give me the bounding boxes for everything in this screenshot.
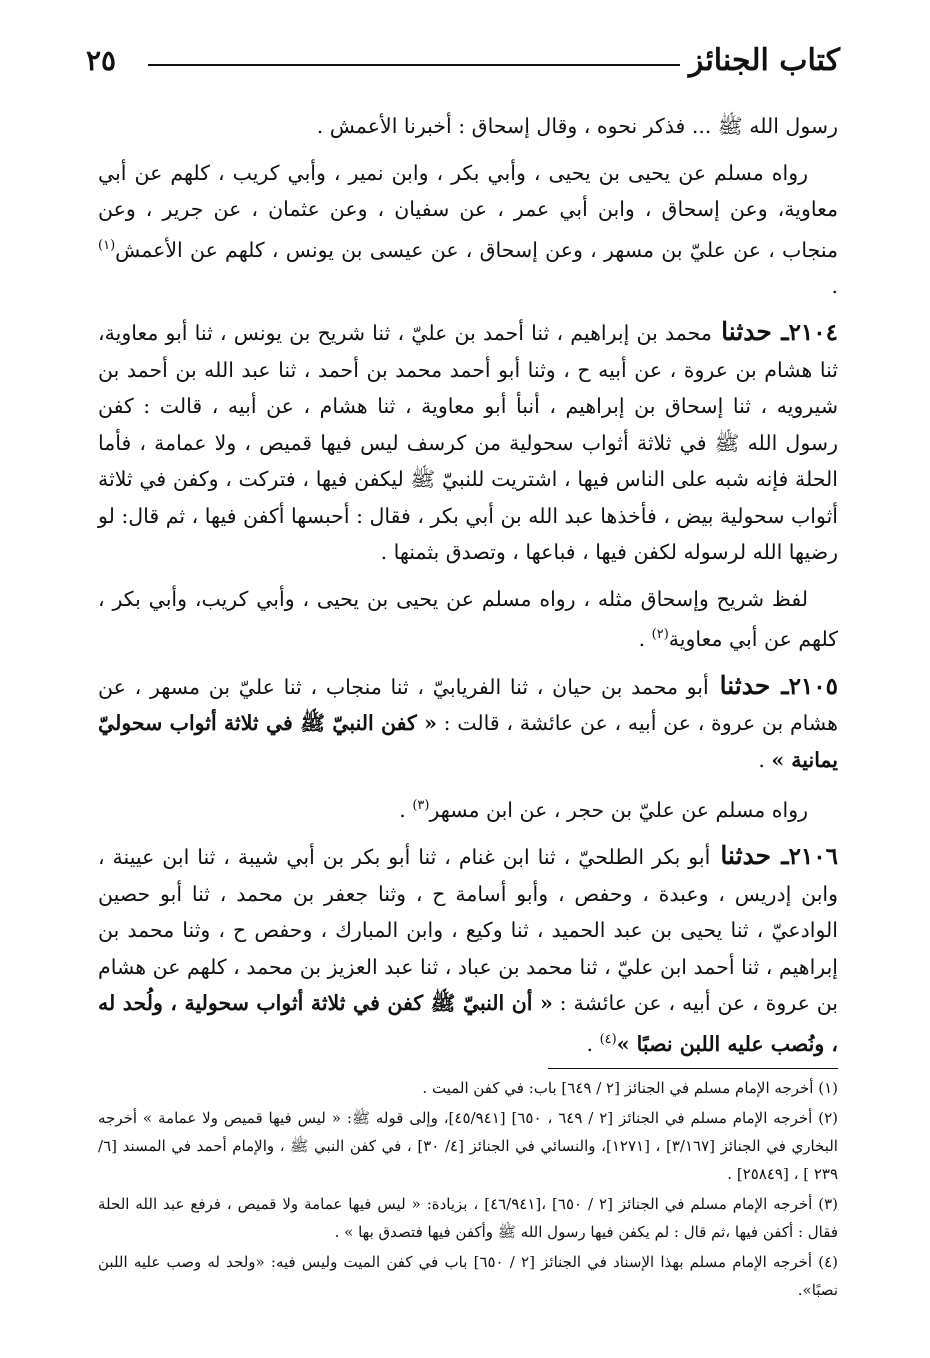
- hadith-2106: [98, 838, 838, 1062]
- paragraph-takhrij-1: [98, 155, 838, 305]
- hadith-2104: [98, 314, 838, 571]
- paragraph-end: .: [638, 627, 652, 652]
- hadith-number: ٢١٠٦: [788, 843, 838, 871]
- paragraph-text: رواه مسلم عن عليّ بن حجر ، عن ابن مسهر: [429, 797, 808, 822]
- paragraph-end: .: [399, 797, 413, 822]
- haddathana-label: ـ حدثنا: [711, 317, 789, 347]
- footnote-ref: (٣): [412, 798, 430, 814]
- haddathana-label: ـ حدثنا: [708, 670, 789, 700]
- footnote-ref: (٤): [599, 1031, 617, 1047]
- footnote: (٤) أخرجه الإمام مسلم بهذا الإسناد في الجنائز [٢ / ٦٥٠] باب في كفن الميت وليس فيه: «ولحد له وصب عليه اللبن نصبًا».: [98, 1253, 838, 1299]
- footnote-ref: (٢): [651, 627, 669, 643]
- hadith-2105: [98, 668, 838, 779]
- paragraph-continuation: رسول الله ﷺ ... فذكر نحوه ، وقال إسحاق : أخبرنا الأعمش .: [316, 114, 838, 138]
- footnote: (٢) أخرجه الإمام مسلم في الجنائز [٢ / ٦٤٩ ، ٦٥٠] [٤٥/٩٤١]، وإلى قوله ﷺ: « ليس فيها قميص ولا عمامة » أخرجه البخاري في الجنائز [٣/١٦٧] ، [١٢٧١]، والنسائي في الجنائز [٤/ ٣٠] ، في كفن النبي ﷺ ، والإمام أحمد في المسند [٦/ ٢٣٩ ] ، [٢٥٨٤٩] .: [98, 1109, 838, 1183]
- main-text: [98, 108, 838, 1072]
- page-header: [86, 38, 840, 88]
- paragraph-takhrij-3: [98, 788, 838, 828]
- paragraph-end: .: [831, 273, 838, 298]
- paragraph-text: رواه مسلم عن يحيى بن يحيى ، وأبي بكر ، وابن نمير ، وأبي كريب ، كلهم عن أبي معاوية، وعن إسحاق ، وابن أبي عمر ، عن سفيان ، وعن عثمان ، عن جرير ، وعن منجاب ، عن عليّ بن مسهر ، وعن إسحاق ، عن عيسى بن يونس ، كلهم عن الأعمش: [98, 160, 838, 262]
- footnote-ref: (١): [98, 237, 116, 253]
- hadith-matn: « كفن النبيّ ﷺ في ثلاثة أثواب سحوليّ يمانية »: [98, 711, 838, 772]
- hadith-end: .: [586, 1031, 600, 1056]
- hadith-end: .: [758, 747, 772, 772]
- footnote: (١) أخرجه الإمام مسلم في الجنائز [٢ / ٦٤٩] باب: في كفن الميت .: [422, 1079, 838, 1097]
- footnote-rule: [548, 1068, 838, 1069]
- header-rule: [148, 64, 680, 66]
- hadith-text: محمد بن إبراهيم ، ثنا أحمد بن عليّ ، ثنا شريح بن يونس ، ثنا أبو معاوية، ثنا هشام بن عروة ، عن أبيه ح ، وثنا أبو أحمد محمد بن أحمد ، ثنا عبد الله بن أحمد بن شيرويه ، ثنا إسحاق بن إبراهيم ، أنبأ أبو معاوية ، ثنا هشام ، عن أبيه ، قالت : كفن رسول الله ﷺ في ثلاثة أثواب سحولية من كرسف ليس فيها قميص ، ولا عمامة ، فأما الحلة فإنه شبه على الناس فيها ، اشتريت للنبيّ ﷺ ليكفن فيها ، فتركت ، وكفن في ثلاثة أثواب سحولية بيض ، فأخذها عبد الله بن أبي بكر ، فقال : أحبسها أكفن فيها ، ثم قال: لو رضيها الله لرسوله لكفن فيها ، فباعها ، وتصدق بثمنها .: [98, 321, 838, 565]
- hadith-number: ٢١٠٤: [788, 319, 838, 347]
- paragraph-text: لفظ شريح وإسحاق مثله ، رواه مسلم عن يحيى بن يحيى ، وأبي كريب، وأبي بكر ، كلهم عن أبي معاوية: [98, 586, 838, 652]
- footnote: (٣) أخرجه الإمام مسلم في الجنائز [٢ / ٦٥٠] ،[٤٦/٩٤١] ، بزيادة: « ليس فيها عمامة ولا قميص ، فرفع عبد الله الحلة فقال : أكفن فيها ،ثم قال : لم يكفن فيها رسول الله ﷺ وأكفن فيها فتصدق بها » .: [98, 1195, 838, 1241]
- hadith-matn: « أن النبيّ ﷺ كفن في ثلاثة أثواب سحولية ، ولُحد له ، ونُصب عليه اللبن نصبًا »: [98, 991, 838, 1056]
- haddathana-label: ـ حدثنا: [710, 841, 789, 871]
- hadith-number: ٢١٠٥: [788, 672, 838, 700]
- running-title: كتاب الجنائز: [688, 43, 840, 78]
- footnotes: [98, 1074, 838, 1306]
- hadith-text: أبو محمد بن حيان ، ثنا الفريابيّ ، ثنا منجاب ، ثنا عليّ بن مسهر ، عن هشام بن عروة ، عن أبيه ، عن عائشة ، قالت :: [98, 674, 838, 736]
- paragraph-takhrij-2: [98, 581, 838, 658]
- page-number: ٢٥: [86, 44, 117, 77]
- hadith-text: أبو بكر الطلحيّ ، ثنا ابن غنام ، ثنا أبو بكر بن أبي شيبة ، ثنا ابن عيينة ، وابن إدريس ، وعبدة ، وحفص ، وأبو أسامة ح ، وثنا جعفر بن محمد ، ثنا أبو حصين الوادعيّ ، ثنا يحيى بن عبد الحميد ، ثنا وكيع ، وابن المبارك ، وحفص ح ، وثنا محمد بن إبراهيم ، ثنا أحمد ابن عليّ ، ثنا محمد بن عباد ، ثنا عبد العزيز بن محمد ، كلهم عن هشام بن عروة ، عن أبيه ، عن عائشة :: [98, 845, 839, 1016]
